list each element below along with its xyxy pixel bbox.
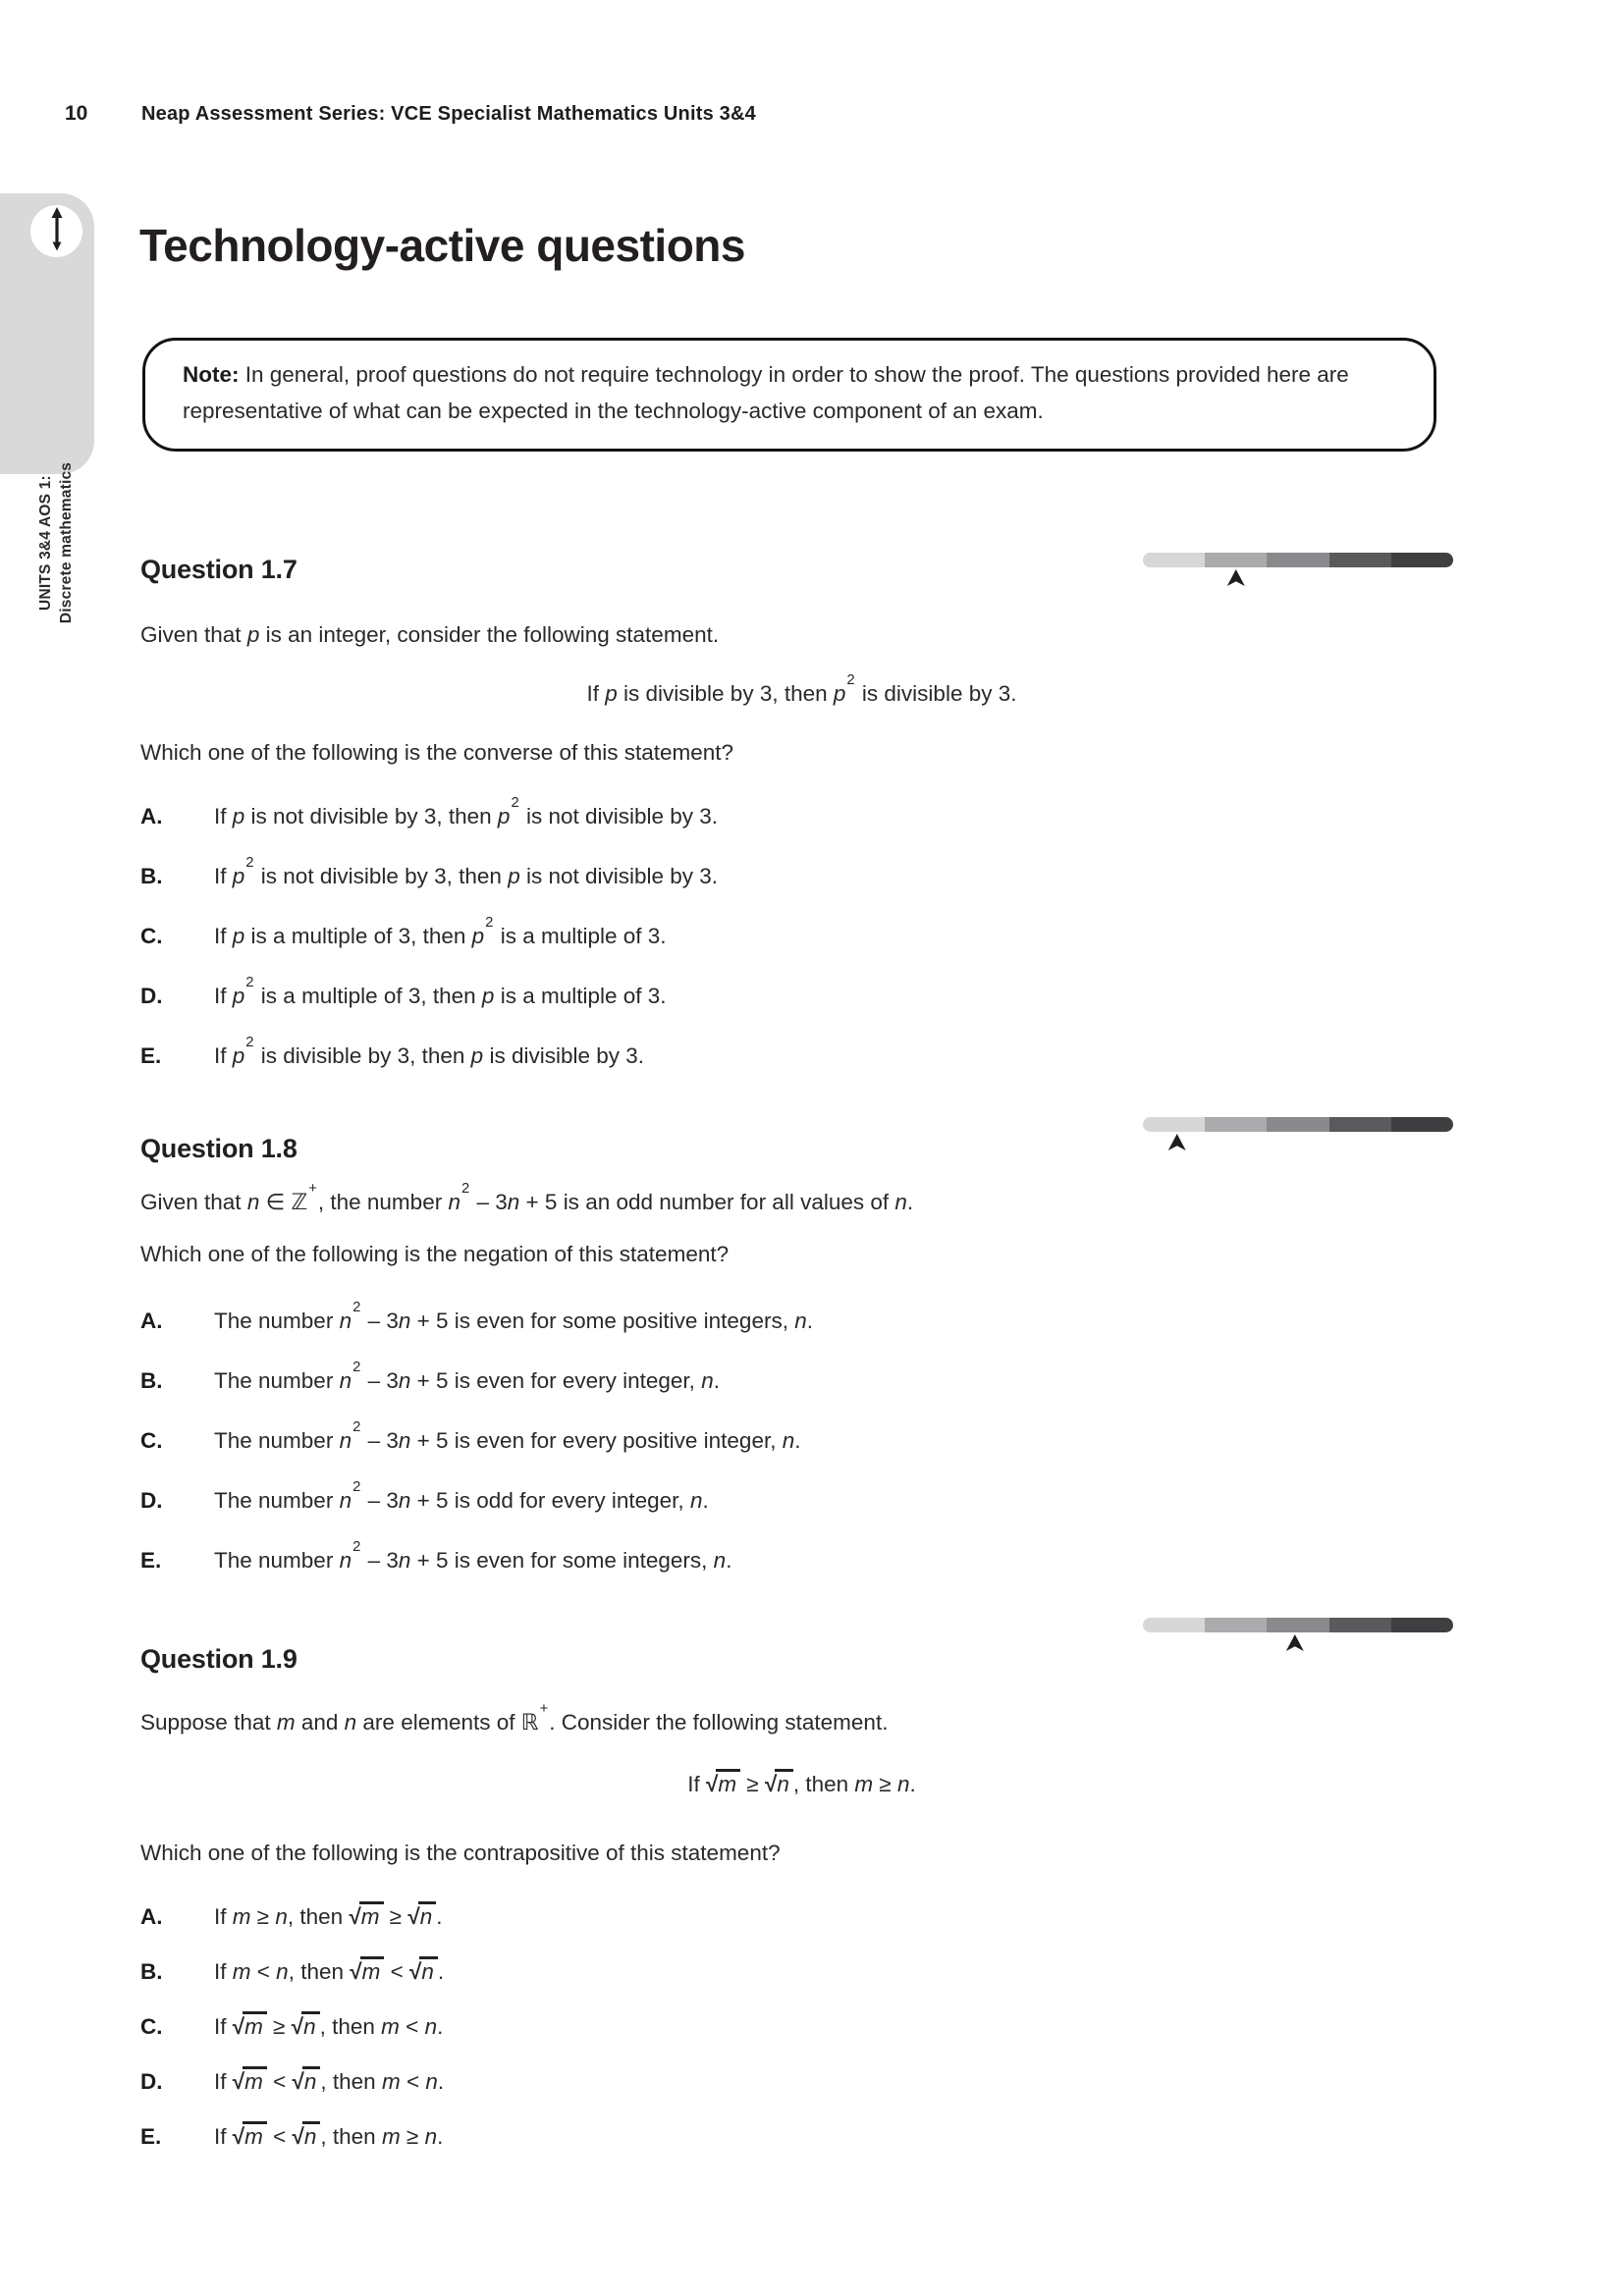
option-text: If √m ≥ √n , then m < n.	[214, 2011, 1463, 2042]
option-row-d	[140, 975, 1463, 1015]
question-prompt: Which one of the following is the contrapositive of this statement?	[140, 1841, 781, 1865]
question-intro: Suppose that m and n are elements of ℝ+. Consider the following statement.	[140, 1701, 889, 1735]
option-row-a	[140, 1299, 1463, 1340]
option-letter: E.	[140, 2124, 162, 2149]
note-label: Note:	[183, 362, 240, 387]
section-tab-label-line2: Discrete mathematics	[58, 461, 75, 624]
difficulty-marker-icon	[1227, 569, 1245, 586]
question-intro: Given that n ∈ ℤ+, the number $n^2 - 3n + 5$ is an odd number for all values of n.	[140, 1181, 914, 1214]
option-letter: C.	[140, 2014, 163, 2039]
difficulty-meter-track	[1143, 1618, 1453, 1632]
option-letter: C.	[140, 924, 163, 948]
option-letter: B.	[140, 1959, 163, 1984]
option-text: If p is not divisible by 3, then $p^2$ is not divisible by 3.	[214, 795, 719, 828]
question-heading: Question 1.7	[140, 555, 298, 584]
section-tab	[0, 193, 94, 624]
section-tab-label-line1: UNITS 3&4 AOS 1:	[37, 475, 54, 611]
options-list	[140, 1901, 1463, 2155]
question-prompt: Which one of the following is the converse of this statement?	[140, 740, 734, 765]
option-text: The number $n^2 - 3n + 5$ is even for some positive integers, n.	[214, 1299, 813, 1333]
option-text: If $p^2$ is divisible by 3, then p is divisible by 3.	[214, 1035, 645, 1068]
section-tab-badge	[30, 205, 82, 257]
option-text: If √m < √n , then m ≥ n.	[214, 2121, 1463, 2152]
question-1-8	[140, 1117, 1463, 1606]
options-list	[140, 795, 1463, 1075]
option-row-e	[140, 1538, 1463, 1579]
note-box	[142, 338, 1436, 452]
question-heading: Question 1.8	[140, 1134, 298, 1163]
option-letter: D.	[140, 2069, 163, 2094]
option-row-a	[140, 1901, 1463, 1935]
option-row-d	[140, 2066, 1463, 2100]
option-text: The number $n^2 - 3n + 5$ is even for every positive integer, n.	[214, 1418, 801, 1453]
option-row-a	[140, 795, 1463, 835]
difficulty-meter	[1143, 1618, 1453, 1653]
option-text: The number $n^2 - 3n + 5$ is even for some integers, n.	[214, 1538, 732, 1573]
option-text: If m < n, then √m < √n .	[214, 1956, 1463, 1987]
option-text: If m ≥ n, then √m ≥ √n .	[214, 1901, 1463, 1932]
option-text: If √m < √n , then m < n.	[214, 2066, 1463, 2097]
option-text: If $p^2$ is not divisible by 3, then p is not divisible by 3.	[214, 855, 719, 888]
difficulty-meter-track	[1143, 1117, 1453, 1132]
option-row-b	[140, 1359, 1463, 1400]
option-letter: A.	[140, 1308, 163, 1333]
option-letter: E.	[140, 1043, 162, 1068]
vertical-double-arrow-icon	[44, 206, 70, 256]
option-row-c	[140, 1418, 1463, 1460]
difficulty-meter	[1143, 1117, 1453, 1152]
difficulty-marker-icon	[1168, 1134, 1186, 1150]
option-letter: E.	[140, 1547, 162, 1573]
question-1-7	[140, 544, 1463, 1101]
page-title: Technology-active questions	[139, 219, 745, 271]
option-letter: A.	[140, 1904, 163, 1929]
option-letter: D.	[140, 984, 163, 1008]
option-row-c	[140, 915, 1463, 955]
question-intro: Given that p is an integer, consider the following statement.	[140, 622, 720, 647]
option-letter: B.	[140, 864, 163, 888]
note-text: In general, proof questions do not require technology in order to show the proof. The questions provided here are representative of what can be expected in the technology-active component of an exam.	[183, 362, 1349, 423]
difficulty-meter-track	[1143, 553, 1453, 567]
question-prompt: Which one of the following is the negation of this statement?	[140, 1241, 730, 1266]
option-text: If p is a multiple of 3, then $p^2$ is a multiple of 3.	[214, 915, 667, 948]
option-letter: A.	[140, 804, 163, 828]
option-text: The number $n^2 - 3n + 5$ is even for every integer, n.	[214, 1359, 720, 1393]
option-text: If $p^2$ is a multiple of 3, then p is a multiple of 3.	[214, 975, 667, 1008]
running-header: Neap Assessment Series: VCE Specialist Mathematics Units 3&4	[141, 103, 756, 125]
option-text: The number $n^2 - 3n + 5$ is odd for every integer, n.	[214, 1478, 709, 1513]
question-statement: If p is divisible by 3, then $p^2$ is divisible by 3.	[586, 672, 1017, 706]
option-letter: C.	[140, 1427, 163, 1453]
page-number: 10	[65, 102, 88, 125]
option-letter: D.	[140, 1487, 163, 1513]
option-letter: B.	[140, 1367, 163, 1393]
option-row-b	[140, 855, 1463, 895]
question-statement: If √m ≥ √n , then m ≥ n.	[140, 1769, 1463, 1799]
option-row-e	[140, 1035, 1463, 1075]
difficulty-meter	[1143, 553, 1453, 588]
difficulty-marker-icon	[1286, 1634, 1304, 1651]
option-row-e	[140, 2121, 1463, 2155]
question-1-9	[140, 1615, 1463, 2176]
option-row-b	[140, 1956, 1463, 1990]
section-tab-label	[35, 396, 77, 690]
question-heading: Question 1.9	[140, 1644, 298, 1674]
option-row-d	[140, 1478, 1463, 1520]
options-list	[140, 1299, 1463, 1579]
option-row-c	[140, 2011, 1463, 2045]
